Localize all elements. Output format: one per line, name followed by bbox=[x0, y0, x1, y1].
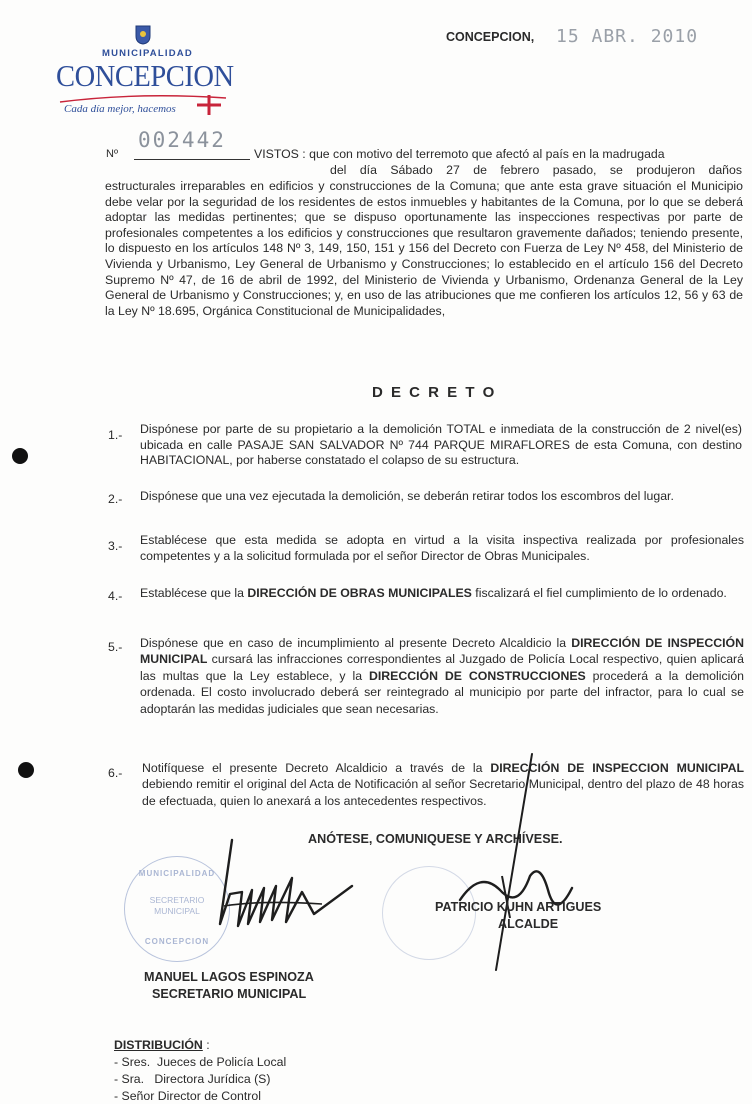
seal-middle-text: SECRETARIO MUNICIPAL bbox=[149, 895, 205, 916]
secretary-name: MANUEL LAGOS ESPINOZA bbox=[144, 970, 314, 984]
item-4-bold: DIRECCIÓN DE OBRAS MUNICIPALES bbox=[247, 586, 472, 600]
distribution-entry-1: - Sres. Jueces de Policía Local bbox=[114, 1055, 287, 1069]
item-text-1: Dispónese por parte de su propietario a la demolición TOTAL e inmediata de la construcción de 2 nivel(es) ubicada en calle PASAJE SAN SALVADOR Nº 744 PARQUE MIRAFLORES de esta Comuna, con destino HABITACIONAL, por haberse constatado el colapso de su estructura. bbox=[140, 422, 742, 468]
coat-of-arms-icon bbox=[135, 25, 151, 45]
item-number-1: 1.- bbox=[108, 428, 123, 442]
item-4-text-a: Establécese que la bbox=[140, 586, 248, 600]
seal-top-text: MUNICIPALIDAD bbox=[138, 869, 216, 878]
decree-heading: D E C R E T O bbox=[372, 384, 497, 401]
punch-hole-top bbox=[12, 448, 28, 464]
item-number-2: 2.- bbox=[108, 492, 123, 506]
date-stamp: 15 ABR. 2010 bbox=[556, 26, 699, 47]
logo-top-text: MUNICIPALIDAD bbox=[102, 48, 193, 59]
item-5-bold-2: DIRECCIÓN DE CONSTRUCCIONES bbox=[369, 668, 586, 683]
decree-number: 002442 bbox=[138, 128, 226, 152]
item-6-bold: DIRECCIÓN DE INSPECCION MUNICIPAL bbox=[490, 761, 744, 775]
vistos-body: estructurales irreparables en edificios y construcciones de la Comuna; que ante esta grave situación el Municipio debe velar por la seguridad de los residentes de estos inmuebles y habitantes de la Comuna, por lo que se deberá adoptar las medidas pertinentes; que se dispuso oportunamente las inspecciones respectivas por parte de profesionales competentes a los edificios y construcciones que resultaron gravemente dañados; teniendo presente, lo dispuesto en los artículos 148 Nº 3, 149, 150, 151 y 156 del Decreto con Fuerza de Ley Nº 458, del Ministerio de Vivienda y Urbanismo, Ley General de Urbanismo y Construcciones; lo establecido en el artículo 156 del Decreto Supremo Nº 47, de 16 de abril de 1992, del Ministerio de Vivienda y Urbanismo, Ordenanza General de la Ley General de Urbanismo y Construcciones; y, en uso de las atribuciones que me confieren los artículos 12, 56 y 63 de la Ley Nº 18.695, Orgánica Constitucional de Municipalidades, bbox=[105, 179, 743, 318]
decree-number-underline bbox=[134, 159, 250, 160]
logo-swoosh-icon bbox=[58, 92, 228, 106]
distribution-entry-2: - Sra. Directora Jurídica (S) bbox=[114, 1072, 271, 1086]
item-text-3: Establécese que esta medida se adopta en virtud a la visita inspectiva realizada por profesionales competentes y a la solicitud formulada por el señor Director de Obras Municipales. bbox=[140, 533, 744, 563]
distribution-title: DISTRIBUCIÓN bbox=[114, 1038, 203, 1052]
item-5-text-d: procederá a la demolición ordenada. El costo involucrado deberá ser reintegrado al municipio por parte del infractor, para lo cual se adoptarán las medidas judiciales que sean necesarias. bbox=[140, 668, 745, 716]
decree-number-label: Nº bbox=[106, 148, 118, 160]
item-5-text-c: cursará las infracciones correspondientes al Juzgado de Policía Local respectivo, quien aplicará las multas que la Ley establece, y la bbox=[140, 652, 744, 683]
item-number-4: 4.- bbox=[108, 589, 123, 603]
item-text-5 bbox=[140, 635, 744, 717]
mayor-name: PATRICIO KUHN ARTIGUES bbox=[435, 900, 602, 914]
vistos-line-1: VISTOS : que con motivo del terremoto que afectó al país en la madrugada bbox=[254, 147, 665, 161]
secretary-title: SECRETARIO MUNICIPAL bbox=[152, 987, 307, 1001]
logo-slogan: Cada día mejor, hacemos bbox=[64, 103, 176, 115]
mayor-title: ALCALDE bbox=[498, 917, 559, 931]
item-text-4 bbox=[140, 586, 744, 602]
item-6-text-a: Notifíquese el presente Decreto Alcaldicio a través de la bbox=[142, 761, 491, 775]
seal-bottom-text: CONCEPCION bbox=[144, 937, 210, 946]
closing-formula: ANÓTESE, COMUNIQUESE Y ARCHÍVESE. bbox=[308, 832, 563, 846]
punch-hole-bottom bbox=[18, 762, 34, 778]
item-text-2: Dispónese que una vez ejecutada la demolición, se deberán retirar todos los escombros del lugar. bbox=[140, 489, 674, 503]
distribution-heading bbox=[114, 1038, 210, 1052]
item-4-text-c: fiscalizará el fiel cumplimiento de lo ordenado. bbox=[471, 586, 727, 600]
vistos-line-2 bbox=[330, 163, 742, 177]
item-number-6: 6.- bbox=[108, 766, 123, 780]
item-5-text-a: Dispónese que en caso de incumplimiento al presente Decreto Alcaldicio la bbox=[140, 636, 572, 650]
secretary-signature-icon bbox=[202, 834, 362, 944]
item-5-bold-1: DIRECCIÓN DE INSPECCIÓN MUNICIPAL bbox=[140, 636, 744, 667]
city-date-label: CONCEPCION, bbox=[446, 30, 535, 44]
item-number-3: 3.- bbox=[108, 539, 123, 553]
distribution-colon: : bbox=[202, 1038, 210, 1052]
item-number-5: 5.- bbox=[108, 640, 123, 654]
distribution-entry-3: - Señor Director de Control bbox=[114, 1089, 261, 1103]
item-6-text-c: debiendo remitir el original del Acta de Notificación al señor Secretario Municipal, dentro del plazo de 48 horas de efectuada, quien lo anexará a los antecedentes respectivos. bbox=[142, 777, 744, 808]
mayor-signature-icon bbox=[440, 750, 580, 980]
logo-name-text: CONCEPCION bbox=[56, 58, 234, 93]
municipal-logo bbox=[56, 24, 246, 124]
vistos-line-2-text: del día Sábado 27 de febrero pasado, se produjeron daños bbox=[330, 163, 742, 177]
